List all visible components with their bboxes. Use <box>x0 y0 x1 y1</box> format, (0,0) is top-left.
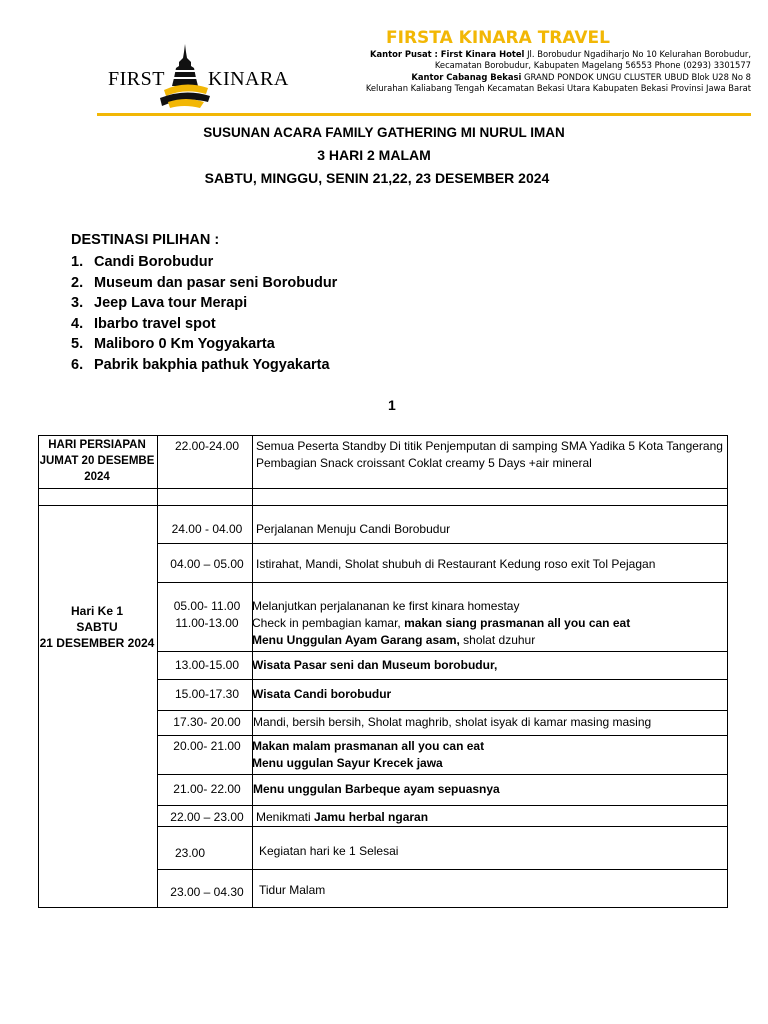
day1-activity: Kegiatan hari ke 1 Selesai <box>259 844 399 858</box>
day1-activity: Wisata Pasar seni dan Museum borobudur, <box>252 658 498 672</box>
day1-time: 20.00- 21.00 <box>173 739 241 753</box>
destinations-heading: DESTINASI PILIHAN : <box>71 232 220 248</box>
address-line-1: Kantor Pusat : First Kinara Hotel Jl. Borobudur Ngadiharjo No 10 Kelurahan Borobudur, <box>369 49 751 59</box>
day1-time: 04.00 – 05.00 <box>170 557 244 571</box>
day1-time: 21.00- 22.00 <box>173 782 241 796</box>
list-item: 1. Candi Borobudur <box>71 254 214 270</box>
day1-time: 23.00 <box>175 846 206 860</box>
company-logo <box>108 44 289 110</box>
day1-activity: Istirahat, Mandi, Sholat shubuh di Restaurant Kedung roso exit Tol Pejagan <box>256 557 656 571</box>
day1-time: 23.00 – 04.30 <box>170 885 244 899</box>
day1-activity: Wisata Candi borobudur <box>252 687 392 701</box>
day1-time: 13.00-15.00 <box>174 658 240 672</box>
day1-label: Hari Ke 1 SABTU 21 DESEMBER 2024 <box>39 604 155 650</box>
day1-time: 24.00 - 04.00 <box>171 522 243 536</box>
day1-activity-line2: Menu uggulan Sayur Krecek jawa <box>252 756 443 770</box>
day1-time: 05.00- 11.00 <box>173 599 241 613</box>
list-item: 2. Museum dan pasar seni Borobudur <box>71 274 338 291</box>
day1-time: 11.00-13.00 <box>175 616 239 630</box>
list-item: 3. Jeep Lava tour Merapi <box>71 295 248 311</box>
logo-text-kinara: KINARA <box>208 68 289 90</box>
event-duration: 3 HARI 2 MALAM <box>317 147 431 163</box>
day1-time: 15.00-17.30 <box>174 687 240 701</box>
day1-time: 17.30- 20.00 <box>173 715 241 729</box>
logo-text-first: FIRST <box>108 68 165 90</box>
company-name: FIRSTA KINARA TRAVEL <box>386 28 610 48</box>
day1-time: 22.00 – 23.00 <box>170 810 244 824</box>
day1-activity: Menu unggulan Barbeque ayam sepuasnya <box>253 782 500 796</box>
list-item: 5. Maliboro 0 Km Yogyakarta <box>71 336 275 352</box>
event-title: SUSUNAN ACARA FAMILY GATHERING MI NURUL IMAN <box>203 125 565 140</box>
prep-activity-1: Semua Peserta Standby Di titik Penjemputan di samping SMA Yadika 5 Kota Tangerang <box>256 439 723 453</box>
destinations-list <box>71 252 337 375</box>
day1-activity: Tidur Malam <box>259 883 326 897</box>
day1-activity: Mandi, bersih bersih, Sholat maghrib, sholat isyak di kamar masing masing <box>253 715 652 729</box>
day1-activity: Perjalanan Menuju Candi Borobudur <box>256 522 451 536</box>
event-dates: SABTU, MINGGU, SENIN 21,22, 23 DESEMBER 2024 <box>204 170 550 186</box>
address-line-4: Kelurahan Kaliabang Tengah Kecamatan Bekasi Utara Kabupaten Bekasi Provinsi Jawa Barat <box>365 83 751 93</box>
list-item: 6. Pabrik bakphia pathuk Yogyakarta <box>71 356 330 373</box>
prep-day-label: HARI PERSIAPAN JUMAT 20 DESEMBE 2024 <box>39 439 155 483</box>
page-number: 1 <box>388 397 396 413</box>
day1-activity: Menikmati Jamu herbal ngaran <box>256 810 429 824</box>
day1-activity-line2: Menu Unggulan Ayam Garang asam, sholat dzuhur <box>252 633 536 647</box>
prep-time: 22.00-24.00 <box>174 439 240 453</box>
day1-activity: Melanjutkan perjalananan ke first kinara homestay <box>252 599 520 613</box>
address-line-2: Kecamatan Borobudur, Kabupaten Magelang 56553 Phone (0293) 3301577 <box>434 60 751 70</box>
header-divider <box>97 113 751 116</box>
list-item: 4. Ibarbo travel spot <box>71 315 216 332</box>
stupa-icon <box>160 44 210 110</box>
day1-activity: Check in pembagian kamar, makan siang prasmanan all you can eat <box>252 616 631 630</box>
day1-activity: Makan malam prasmanan all you can eat <box>252 739 485 753</box>
prep-activity-2: Pembagian Snack croissant Coklat creamy 5 Days +air mineral <box>256 456 592 470</box>
address-line-3: Kantor Cabanag Bekasi GRAND PONDOK UNGU CLUSTER UBUD Blok U28 No 8 <box>411 72 751 82</box>
